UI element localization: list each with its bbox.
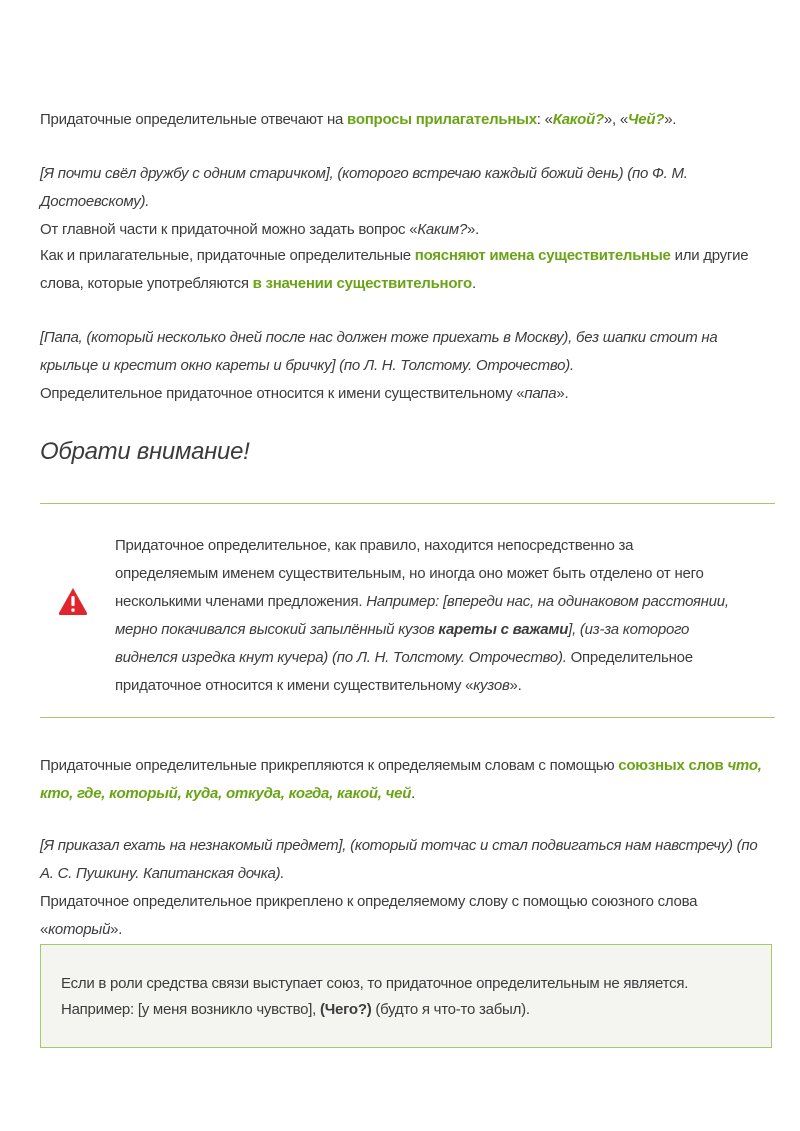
paragraph-question: Придаточные определительные отвечают на вопросы прилагательных: «Какой?», «Чей?».: [40, 111, 677, 128]
example-1: [40, 160, 762, 244]
question-word: Чей?: [627, 111, 665, 128]
example-sentence: [Я приказал ехать на незнакомый предмет], (который тотчас и стал подвигаться нам навстречу) (по А. С. Пушкину. Капитанская дочка).: [40, 837, 758, 882]
example-sentence: [Я почти свёл дружбу с одним старичком], (которого встречаю каждый божий день) (по Ф. М. Достоевскому).: [40, 165, 688, 210]
attention-heading: Обрати внимание!: [40, 438, 250, 465]
note-box: [40, 944, 772, 1048]
note-text: Если в роли средства связи выступает союз, то придаточное определительным не является. Например: [у меня возникло чувство], (Чего?) (будто я что-то забыл).: [61, 975, 689, 1018]
paragraph-conjunctive-words: Придаточные определительные прикрепляются к определяемым словам с помощью союзных слов что, кто, где, который, куда, откуда, когда, какой, чей.: [40, 757, 762, 802]
example-explanation: От главной части к придаточной можно задать вопрос «Каким?».: [40, 221, 480, 238]
divider: [40, 717, 775, 718]
noun-meaning-link[interactable]: в значении существительного: [252, 275, 472, 292]
example-2: [40, 324, 762, 408]
text: Придаточные определительные отвечают на: [40, 111, 348, 128]
divider: [40, 503, 775, 504]
nouns-link[interactable]: поясняют имена существительные: [414, 247, 671, 264]
example-sentence: [Папа, (который несколько дней после нас должен тоже приехать в Москву), без шапки стоит на крыльце и крестит окно кареты и бричку] (по Л. Н. Толстому. Отрочество).: [40, 329, 718, 374]
example-3: [40, 832, 762, 944]
example-explanation: Определительное придаточное относится к имени существительному «папа».: [40, 385, 569, 402]
warning-triangle-icon: [58, 586, 88, 616]
attention-text: Придаточное определительное, как правило, находится непосредственно за определяемым именем существительным, но иногда оно может быть отделено от него несколькими членами предложения. Например: [впереди нас, на одинаковом расстоянии, мерно покачивался высокий запылённый кузов кареты с важами], (из-за которого виднелся изредка кнут кучера) (по Л. Н. Толстому. Отрочество). Определительное придаточное относится к имени существительному «кузов».: [115, 537, 729, 694]
example-explanation: Придаточное определительное прикреплено к определяемому слову с помощью союзного слова «который».: [40, 893, 698, 938]
paragraph-explains-nouns: Как и прилагательные, придаточные определительные поясняют имена существительные или другие слова, которые употребляются в значении существительного.: [40, 247, 749, 292]
conjunctive-words-link[interactable]: союзных слов: [618, 757, 724, 774]
attention-heading-wrap: [40, 438, 762, 466]
questions-link[interactable]: вопросы прилагательных: [347, 111, 537, 128]
question-word: Какой?: [552, 111, 604, 128]
conjunctive-words-list: что, кто, где, который, куда, откуда, когда, какой, чей: [40, 757, 762, 802]
